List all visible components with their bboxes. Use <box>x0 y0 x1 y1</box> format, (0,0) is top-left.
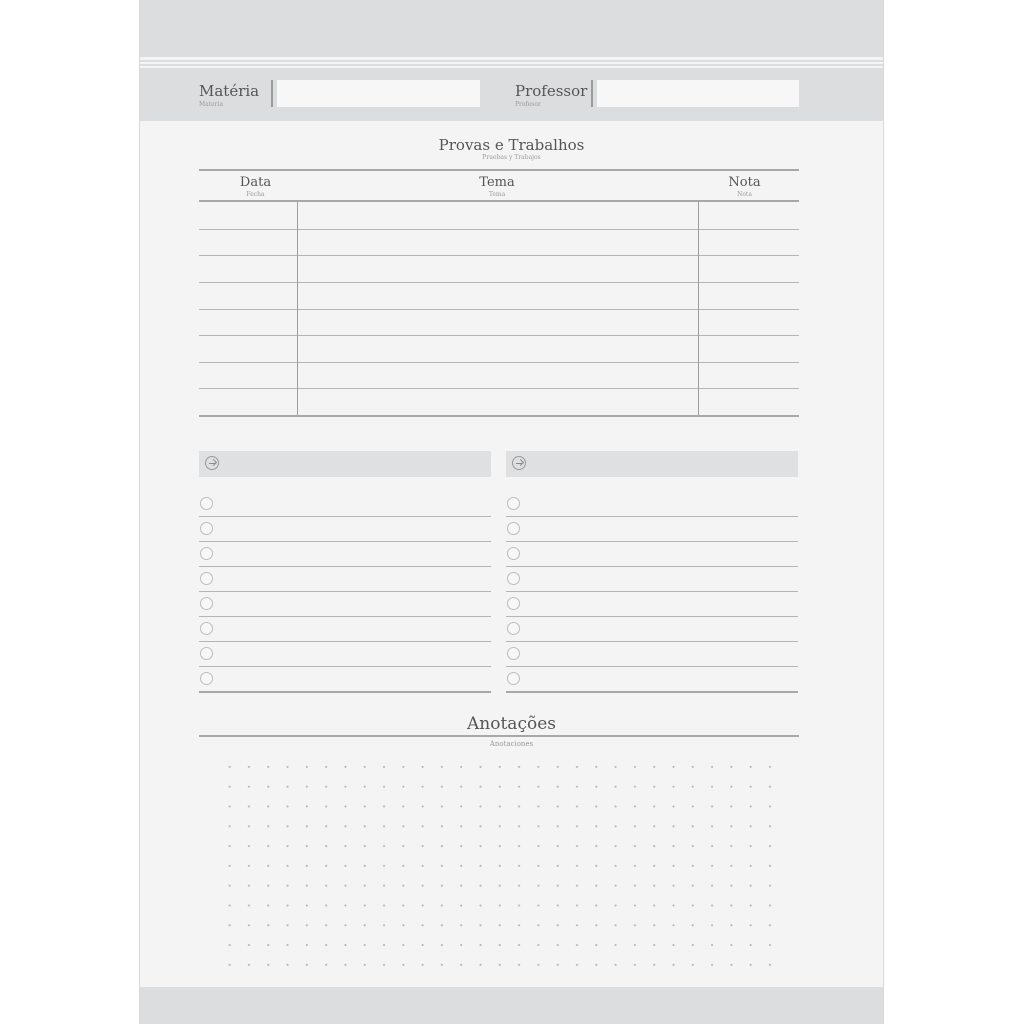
left-list-item[interactable] <box>199 591 491 592</box>
right-list-item[interactable] <box>506 566 798 567</box>
col-grade-sub: Nota <box>737 191 752 198</box>
left-list-item[interactable] <box>199 516 491 517</box>
checkbox-circle-icon[interactable] <box>507 647 520 660</box>
right-list-item[interactable] <box>506 541 798 542</box>
left-list-header <box>199 451 491 477</box>
checkbox-circle-icon[interactable] <box>200 547 213 560</box>
checkbox-circle-icon[interactable] <box>200 522 213 535</box>
checkbox-circle-icon[interactable] <box>200 647 213 660</box>
left-list-item[interactable] <box>199 641 491 642</box>
checkbox-circle-icon[interactable] <box>507 622 520 635</box>
notes-rule <box>199 735 799 737</box>
right-list-item[interactable] <box>506 641 798 642</box>
table-row[interactable] <box>199 229 799 230</box>
top-band <box>140 0 883 57</box>
teacher-divider <box>591 80 593 107</box>
table-row[interactable] <box>199 335 799 336</box>
exams-header-rule <box>199 200 799 202</box>
planner-page <box>139 0 884 1024</box>
left-list-item[interactable] <box>199 666 491 667</box>
left-list-item[interactable] <box>199 566 491 567</box>
col-date-sub: Fecha <box>246 191 265 198</box>
arrow-circle-icon <box>205 456 219 470</box>
checkbox-circle-icon[interactable] <box>507 672 520 685</box>
checkbox-circle-icon[interactable] <box>507 597 520 610</box>
checkbox-circle-icon[interactable] <box>200 622 213 635</box>
subject-divider <box>271 80 273 107</box>
subject-sublabel: Materia <box>199 101 224 108</box>
right-list-item[interactable] <box>506 691 798 693</box>
header-band <box>140 68 883 121</box>
date-column-divider <box>297 202 298 415</box>
checkbox-circle-icon[interactable] <box>507 522 520 535</box>
teacher-sublabel: Profesor <box>515 101 541 108</box>
arrow-circle-icon <box>512 456 526 470</box>
col-topic-sub: Tema <box>488 191 506 198</box>
right-list-item[interactable] <box>506 616 798 617</box>
checkbox-circle-icon[interactable] <box>507 547 520 560</box>
stripe-1 <box>140 60 883 62</box>
right-list-item[interactable] <box>506 591 798 592</box>
stripe-2 <box>140 64 883 66</box>
checkbox-circle-icon[interactable] <box>507 572 520 585</box>
left-list-item[interactable] <box>199 541 491 542</box>
subject-field[interactable] <box>277 80 480 107</box>
right-list-item[interactable] <box>506 516 798 517</box>
notes-subtitle: Anotaciones <box>489 740 534 748</box>
table-row[interactable] <box>199 309 799 310</box>
teacher-field[interactable] <box>597 80 799 107</box>
table-row[interactable] <box>199 362 799 363</box>
table-row[interactable] <box>199 388 799 389</box>
checkbox-circle-icon[interactable] <box>200 672 213 685</box>
right-list-item[interactable] <box>506 666 798 667</box>
exams-subtitle: Pruebas y Trabajos <box>482 154 541 161</box>
exams-top-rule <box>199 169 799 171</box>
table-row[interactable] <box>199 255 799 256</box>
col-date: Data <box>239 175 272 190</box>
table-row[interactable] <box>199 415 799 417</box>
teacher-label: Professor <box>515 82 588 100</box>
checkbox-circle-icon[interactable] <box>507 497 520 510</box>
exams-title: Provas e Trabalhos <box>438 136 585 154</box>
col-topic: Tema <box>479 175 515 190</box>
right-list-header <box>506 451 798 477</box>
subject-label: Matéria <box>199 82 260 100</box>
bottom-band <box>140 987 883 1024</box>
notes-title: Anotações <box>467 714 556 734</box>
notes-dot-grid[interactable] <box>220 757 780 979</box>
checkbox-circle-icon[interactable] <box>200 497 213 510</box>
col-grade: Nota <box>728 175 761 190</box>
table-row[interactable] <box>199 282 799 283</box>
grade-column-divider <box>698 202 699 415</box>
left-list-item[interactable] <box>199 616 491 617</box>
checkbox-circle-icon[interactable] <box>200 572 213 585</box>
checkbox-circle-icon[interactable] <box>200 597 213 610</box>
left-list-item[interactable] <box>199 691 491 693</box>
